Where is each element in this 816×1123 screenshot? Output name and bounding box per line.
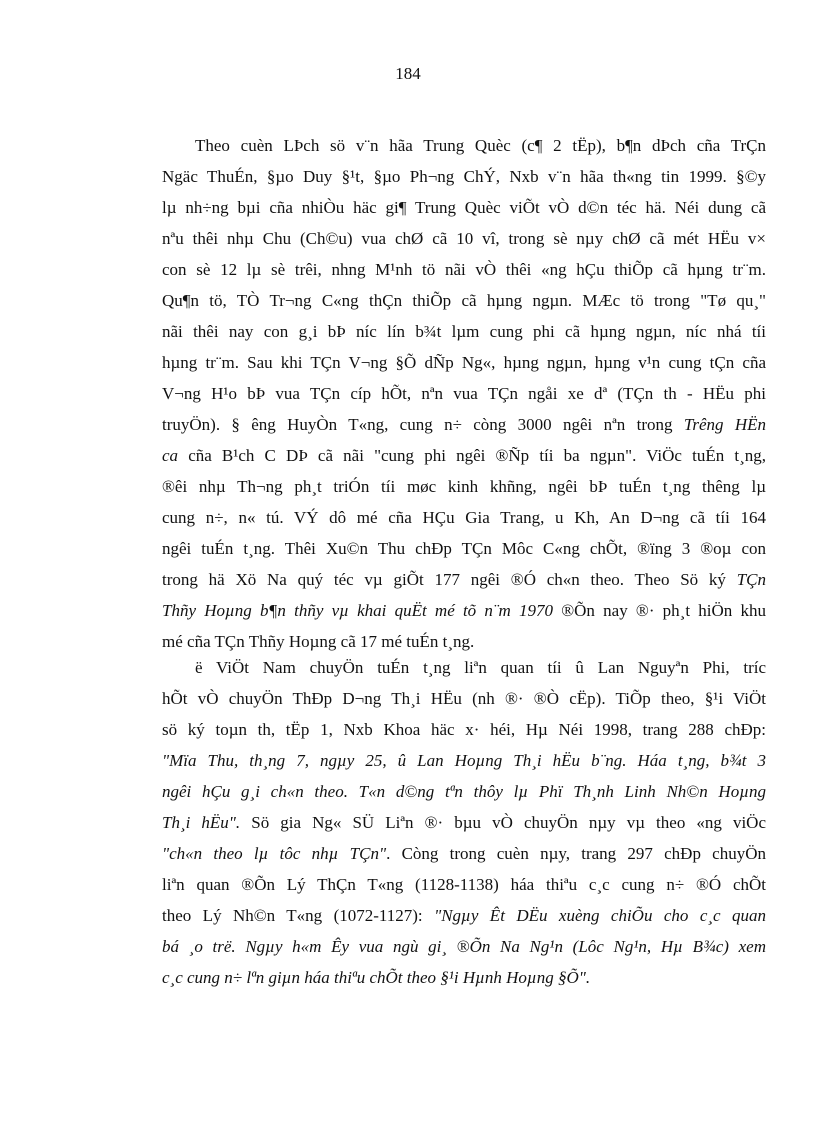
paragraph-1 — [162, 130, 766, 657]
text-line — [162, 409, 766, 440]
text-line — [162, 161, 766, 192]
text-run: ®Õn nay ®· ph¸t hiÖn khu — [553, 601, 766, 620]
text-run: V¬ng H¹o bÞ vua TÇn cíp hÕt, nªn vua TÇn ngåi xe dª (TÇn th - HËu phi — [162, 384, 766, 403]
italic-run: Trêng HËn — [683, 415, 767, 434]
text-line — [162, 533, 766, 564]
text-run: cung n÷, n« tú. VÝ dô mé cña HÇu Gia Trang, u Kh, An D¬ng cã tíi 164 — [162, 508, 766, 527]
text-line — [162, 192, 766, 223]
text-run: ë ViÖt Nam chuyÖn tuÉn t¸ng liªn quan tíi û Lan Nguyªn Phi, tríc — [195, 658, 766, 677]
text-line — [162, 683, 766, 714]
page-number: 184 — [395, 64, 421, 83]
text-line — [162, 652, 766, 683]
text-run: Qu¶n tö, TÒ Tr¬ng C«ng thÇn thiÕp cã hµng ngµn. MÆc tö trong "Tø qu¸" — [162, 291, 766, 310]
text-run: theo Lý Nh©n T«ng (1072-1127): — [162, 906, 435, 925]
text-line — [162, 440, 766, 471]
italic-run: ngêi hÇu g¸i ch«n theo. T«n d©ng tªn thôy lµ Phï Th¸nh Linh Nh©n Hoµng — [162, 782, 766, 801]
text-line — [162, 962, 766, 993]
text-run: hÕt vÒ chuyÖn ThÐp D¬ng Th¸i HËu (nh ®· ®Ò cËp). TiÕp theo, §¹i ViÖt — [162, 689, 766, 708]
text-run: mé cña TÇn Thñy Hoµng cã 17 mé tuÉn t¸ng. — [162, 632, 475, 651]
text-line — [162, 130, 766, 161]
text-line — [162, 285, 766, 316]
italic-run: "Mïa Thu, th¸ng 7, ngµy 25, û Lan Hoµng Th¸i hËu b¨ng. Háa t¸ng, b¾t 3 — [162, 751, 766, 770]
text-run: trong hä Xö Na quý téc vµ giÕt 177 ngêi ®Ó ch«n theo. Theo Sö ký — [162, 570, 737, 589]
text-line — [162, 776, 766, 807]
text-line — [162, 564, 766, 595]
italic-run: Th¸i hËu". — [162, 813, 241, 832]
text-run: ngêi tuÉn t¸ng. Thêi Xu©n Thu chÐp TÇn Môc C«ng chÕt, ®ïng 3 ®oµ con — [162, 539, 766, 558]
text-run: cña B¹ch C DÞ cã nãi "cung phi ngêi ®Ñp tíi ba ngµn". ViÖc tuÉn t¸ng, — [178, 446, 766, 465]
text-run: Theo cuèn LÞch sö v¨n hãa Trung Quèc (c¶ 2 tËp), b¶n dÞch cña TrÇn — [195, 136, 766, 155]
text-line — [162, 714, 766, 745]
italic-run: Thñy Hoµng b¶n thñy vµ khai quËt mé tõ n¨m 1970 — [162, 601, 554, 620]
text-line — [162, 316, 766, 347]
text-line — [162, 254, 766, 285]
text-line — [162, 471, 766, 502]
text-run: . Còng trong cuèn nµy, trang 297 chÐp chuyÖn — [386, 844, 766, 863]
text-line — [162, 378, 766, 409]
italic-run: bá ¸o trë. Ngµy h«m Êy vua ngù gi¸ ®Õn Na Ng¹n (Lôc Ng¹n, Hµ B¾c) xem — [162, 937, 766, 956]
text-line — [162, 347, 766, 378]
italic-run: "Ngµy Êt DËu xuèng chiÕu cho c¸c quan — [434, 906, 766, 925]
text-line — [162, 900, 766, 931]
text-run: Ngäc ThuÉn, §µo Duy §¹t, §µo Ph¬ng ChÝ, Nxb v¨n hãa th«ng tin 1999. §©y — [162, 167, 766, 186]
italic-run: "ch«n theo lµ tôc nhµ TÇn" — [162, 844, 387, 863]
text-run: nªu thêi nhµ Chu (Ch©u) vua chØ cã 10 vî, trong sè nµy chØ cã mét HËu v× — [162, 229, 766, 248]
text-line — [162, 745, 766, 776]
text-line — [162, 223, 766, 254]
paragraph-2 — [162, 652, 766, 993]
text-run: ®êi nhµ Th¬ng ph¸t triÓn tíi møc kinh khñng, ngêi bÞ tuÉn t¸ng thêng lµ — [162, 477, 766, 496]
text-line — [162, 931, 766, 962]
text-run: nãi thêi nay con g¸i bÞ níc lín b¾t lµm cung phi cã hµng ngµn, níc nhá tíi — [162, 322, 766, 341]
text-run: lµ nh÷ng bµi cña nhiÒu häc gi¶ Trung Quèc viÕt vÒ d©n téc hä. Néi dung cã — [162, 198, 766, 217]
text-run: truyÖn). § êng HuyÒn T«ng, cung n÷ còng 3000 ngêi nªn trong — [162, 415, 684, 434]
text-run: con sè 12 lµ sè trêi, nhng M¹nh tö nãi vÒ thêi «ng hÇu thiÕp cã hµng tr¨m. — [162, 260, 766, 279]
italic-run: TÇn — [736, 570, 766, 589]
text-run: Sö gia Ng« SÜ Liªn ®· bµu vÒ chuyÖn nµy vµ theo «ng viÖc — [240, 813, 766, 832]
text-run: liªn quan ®Õn Lý ThÇn T«ng (1128-1138) háa thiªu c¸c cung n÷ ®Ó chÕt — [162, 875, 766, 894]
text-run: hµng tr¨m. Sau khi TÇn V¬ng §Õ dÑp Ng«, hµng ngµn, hµng v¹n cung tÇn cña — [162, 353, 766, 372]
italic-run: ca — [162, 446, 179, 465]
text-line — [162, 838, 766, 869]
text-line — [162, 502, 766, 533]
text-run: sö ký toµn th, tËp 1, Nxb Khoa häc x· héi, Hµ Néi 1998, trang 288 chÐp: — [162, 720, 766, 739]
text-line — [162, 869, 766, 900]
text-line — [162, 595, 766, 626]
italic-run: c¸c cung n÷ lªn giµn háa thiªu chÕt theo §¹i Hµnh Hoµng §Õ". — [162, 968, 591, 987]
text-line — [162, 807, 766, 838]
